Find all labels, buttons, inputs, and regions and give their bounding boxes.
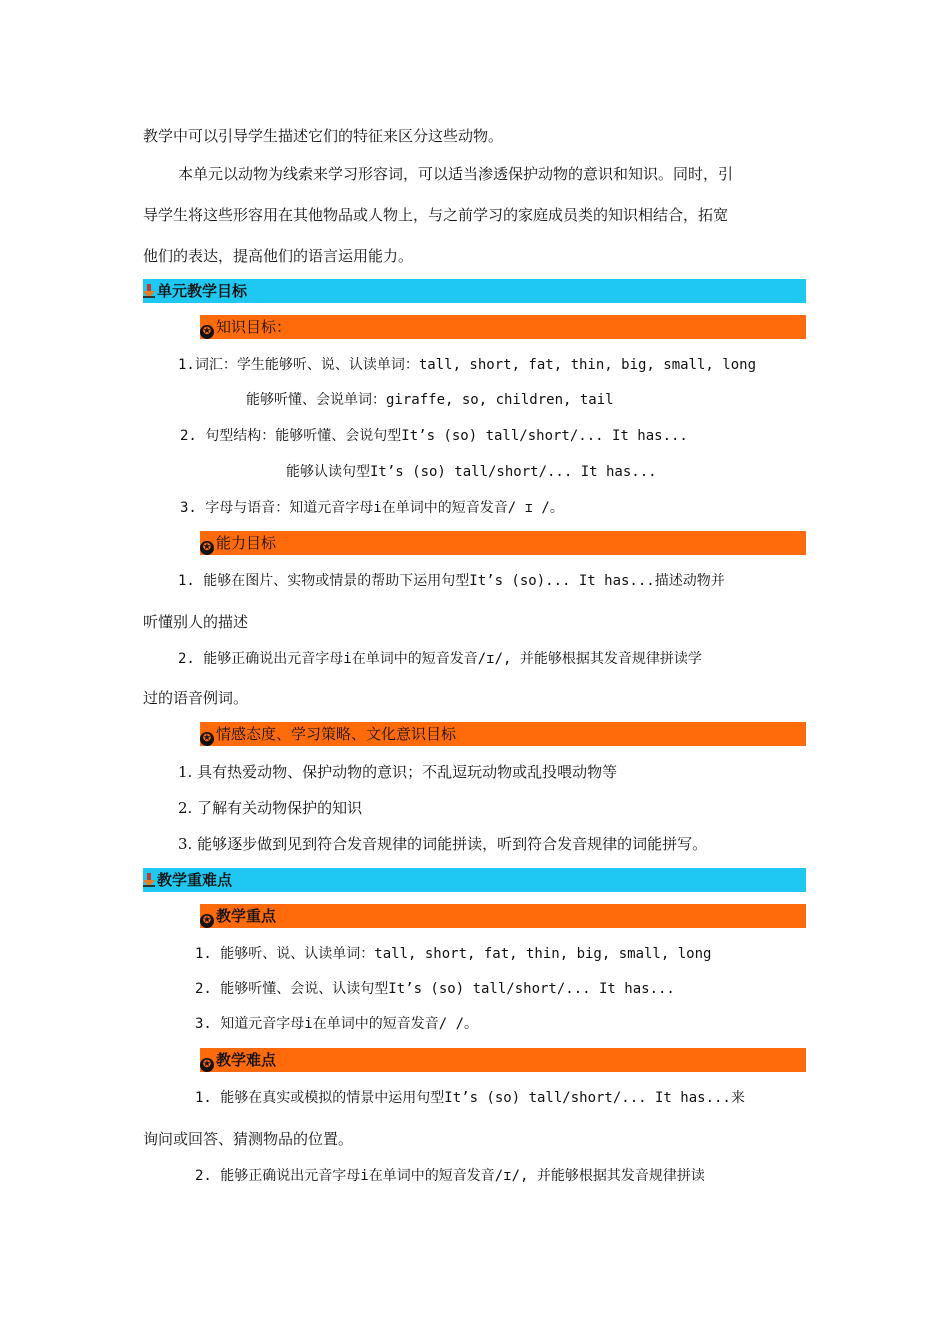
knowledge-line-3: 2. 句型结构：能够听懂、会说句型It’s (so) tall/short/... It has... xyxy=(180,428,688,444)
star-bullet-icon: ✪ xyxy=(200,914,214,928)
difficult-line-1: 1. 能够在真实或模拟的情景中运用句型It’s (so) tall/short/... It has...来 xyxy=(195,1090,745,1106)
knowledge-line-4: 能够认读句型It’s (so) tall/short/... It has... xyxy=(286,464,657,480)
ability-line-1: 1. 能够在图片、实物或情景的帮助下运用句型It’s (so)... It has...描述动物并 xyxy=(178,573,725,589)
ability-line-2: 听懂别人的描述 xyxy=(143,613,249,631)
difficult-line-3: 2. 能够正确说出元音字母i在单词中的短音发音/ɪ/, 并能够根据其发音规律拼读 xyxy=(195,1168,705,1184)
section-title: 单元教学目标 xyxy=(157,282,248,300)
emotion-line-2: 2. 了解有关动物保护的知识 xyxy=(178,799,363,817)
subsection-title: 教学难点 xyxy=(216,1051,277,1069)
section-title: 教学重难点 xyxy=(157,871,233,889)
star-bullet-icon: ✪ xyxy=(200,1058,214,1072)
ability-line-4: 过的语音例词。 xyxy=(143,689,249,707)
key-line-2: 2. 能够听懂、会说、认读句型It’s (so) tall/short/... It has... xyxy=(195,981,675,997)
key-line-3: 3. 知道元音字母i在单词中的短音发音/ /。 xyxy=(195,1016,478,1032)
section-header-teaching-goals xyxy=(143,279,806,303)
subsection-header-knowledge xyxy=(200,315,806,339)
knowledge-line-2: 能够听懂、会说单词：giraffe, so, children, tail xyxy=(246,392,614,408)
down-arrow-icon xyxy=(143,870,155,884)
subsection-header-ability xyxy=(200,531,806,555)
section-header-key-difficult-points xyxy=(143,868,806,892)
subsection-header-difficult-points xyxy=(200,1048,806,1072)
ability-line-3: 2. 能够正确说出元音字母i在单词中的短音发音/ɪ/, 并能够根据其发音规律拼读学 xyxy=(178,651,702,667)
subsection-title: 教学重点 xyxy=(216,907,277,925)
star-bullet-icon: ✪ xyxy=(200,732,214,746)
subsection-title: 情感态度、学习策略、文化意识目标 xyxy=(216,725,457,743)
intro-line-4: 他们的表达，提高他们的语言运用能力。 xyxy=(143,247,414,265)
intro-line-2: 本单元以动物为线索来学习形容词，可以适当渗透保护动物的意识和知识。同时，引 xyxy=(178,165,734,183)
intro-line-3: 导学生将这些形容用在其他物品或人物上，与之前学习的家庭成员类的知识相结合，拓宽 xyxy=(143,206,729,224)
subsection-header-key-points xyxy=(200,904,806,928)
subsection-title: 能力目标 xyxy=(216,534,277,552)
subsection-title: 知识目标： xyxy=(216,318,292,336)
intro-line-1: 教学中可以引导学生描述它们的特征来区分这些动物。 xyxy=(143,127,504,145)
emotion-line-3: 3. 能够逐步做到见到符合发音规律的词能拼读，听到符合发音规律的词能拼写。 xyxy=(178,835,708,853)
emotion-line-1: 1. 具有热爱动物、保护动物的意识；不乱逗玩动物或乱投喂动物等 xyxy=(178,763,618,781)
subsection-header-emotion xyxy=(200,722,806,746)
down-arrow-icon xyxy=(143,281,155,295)
star-bullet-icon: ✪ xyxy=(200,541,214,555)
difficult-line-2: 询问或回答、猜测物品的位置。 xyxy=(143,1130,354,1148)
knowledge-line-5: 3. 字母与语音：知道元音字母i在单词中的短音发音/ ɪ /。 xyxy=(180,500,564,516)
key-line-1: 1. 能够听、说、认读单词：tall, short, fat, thin, big, small, long xyxy=(195,946,712,962)
knowledge-line-1: 1.词汇：学生能够听、说、认读单词：tall, short, fat, thin, big, small, long xyxy=(178,357,757,373)
star-bullet-icon: ✪ xyxy=(200,325,214,339)
